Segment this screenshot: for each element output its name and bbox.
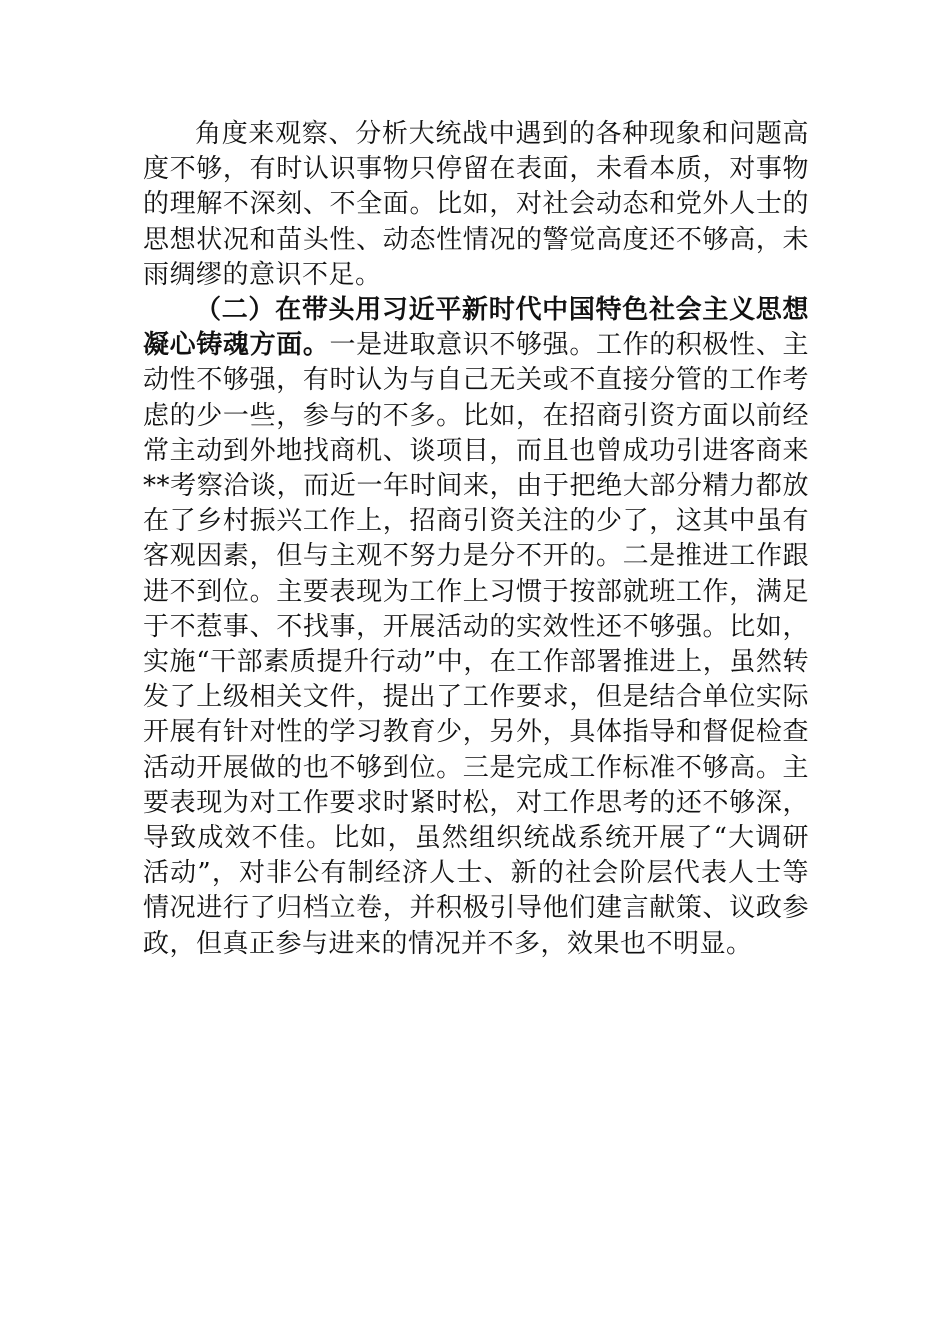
section-heading: （二）在带头用习近平新时代中国特色社会主义思想凝心铸魂方面。 — [143, 295, 809, 361]
paragraph-continued: 角度来观察、分析大统战中遇到的各种现象和问题高度不够，有时认识事物只停留在表面，未看本质，对事物的理解不深刻、不全面。比如，对社会动态和党外人士的思想状况和苗头性、动态性情况的警觉高度还不够高，未雨绸缪的意识不足。 — [143, 119, 809, 290]
section-body-text: 一是进取意识不够强。工作的积极性、主动性不够强，有时认为与自己无关或不直接分管的工作考虑的少一些，参与的不多。比如，在招商引资方面以前经常主动到外地找商机、谈项目，而且也曾成功引进客商来**考察洽谈，而近一年时间来，由于把绝大部分精力都放在了乡村振兴工作上，招商引资关注的少了，这其中虽有客观因素，但与主观不努力是分不开的。二是推进工作跟进不到位。主要表现为工作上习惯于按部就班工作，满足于不惹事、不找事，开展活动的实效性还不够强。比如，实施“干部素质提升行动”中，在工作部署推进上，虽然转发了上级相关文件，提出了工作要求，但是结合单位实际开展有针对性的学习教育少，另外，具体指导和督促检查活动开展做的也不够到位。三是完成工作标准不够高。主要表现为对工作要求时紧时松，对工作思考的还不够深，导致成效不佳。比如，虽然组织统战系统开展了“大调研活动”，对非公有制经济人士、新的社会阶层代表人士等情况进行了归档立卷，并积极引导他们建言献策、议政参政，但真正参与进来的情况并不多，效果也不明显。 — [143, 330, 809, 959]
document-body — [143, 117, 809, 962]
paragraph-section-two — [143, 293, 809, 962]
